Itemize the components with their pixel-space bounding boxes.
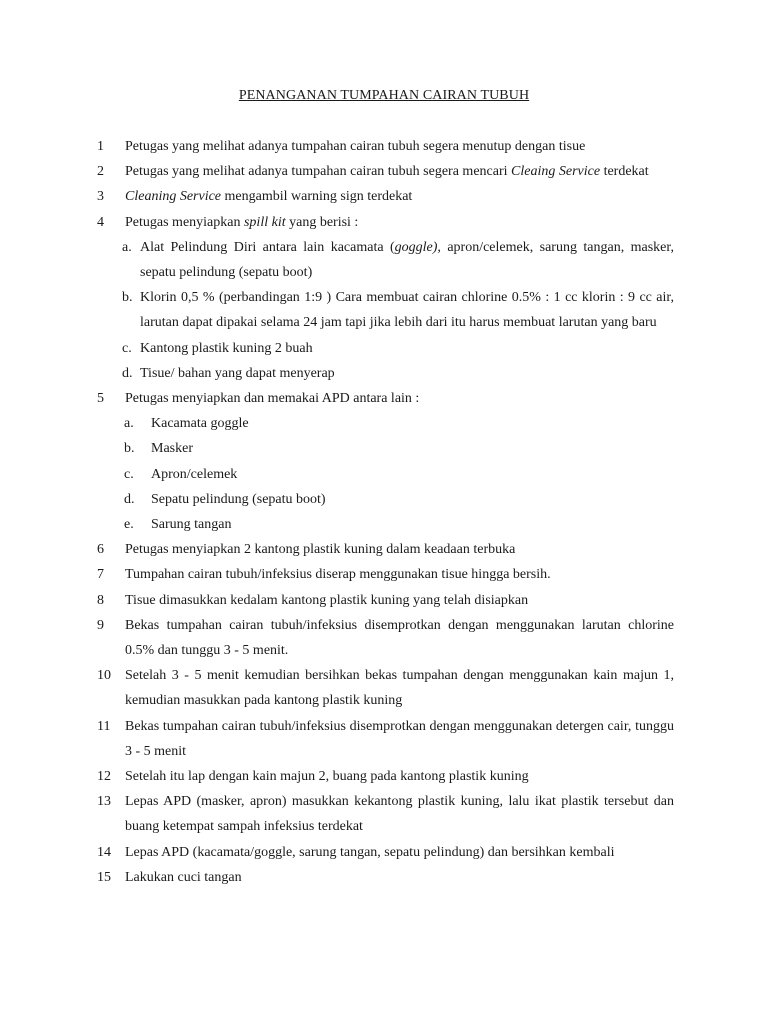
procedure-list [0, 134, 768, 890]
sublist-text: Tisue/ bahan yang dapat menyerap [140, 365, 335, 381]
item-text: Petugas yang melihat adanya tumpahan cairan tubuh segera menutup dengan tisue [125, 139, 586, 154]
sublist-letter: c. [124, 466, 134, 482]
item-number: 10 [97, 668, 111, 684]
sublist-letter: a. [122, 239, 132, 255]
item-number: 15 [97, 869, 111, 885]
item-text: Petugas menyiapkan 2 kantong plastik kuning dalam keadaan terbuka [125, 542, 516, 558]
item-number: 12 [97, 769, 111, 785]
item-number: 13 [97, 794, 111, 810]
list-item [0, 134, 768, 159]
sublist-text: Alat Pelindung Diri antara lain kacamata (goggle), apron/celemek, sarung tangan, masker, sepatu pelindung (sepatu boot) [140, 239, 674, 281]
sublist-text: Apron/celemek [151, 466, 238, 482]
list-item [0, 210, 768, 235]
item-number: 11 [97, 718, 111, 734]
item-text: Cleaning Service mengambil warning sign terdekat [125, 189, 413, 205]
item-text: Bekas tumpahan cairan tubuh/infeksius disemprotkan dengan menggunakan larutan chlorine 0.5% dan tunggu 3 - 5 menit. [125, 617, 674, 659]
item-number: 2 [97, 164, 104, 180]
list-item [0, 537, 768, 562]
list-item [0, 588, 768, 613]
item-number: 7 [97, 567, 104, 583]
sublist-item [0, 487, 768, 512]
item-text: Tumpahan cairan tubuh/infeksius diserap menggunakan tisue hingga bersih. [125, 567, 551, 583]
sublist-item [0, 462, 768, 487]
sublist-text: Masker [151, 441, 193, 457]
item-text: Lakukan cuci tangan [125, 869, 242, 885]
sublist-item [0, 336, 768, 361]
list-item [0, 789, 768, 839]
sublist-item [0, 512, 768, 537]
item-text: Tisue dimasukkan kedalam kantong plastik kuning yang telah disiapkan [125, 592, 529, 608]
list-item [0, 184, 768, 209]
sublist-letter: d. [122, 365, 133, 381]
item-text: Bekas tumpahan cairan tubuh/infeksius disemprotkan dengan menggunakan detergen cair, tunggu 3 - 5 menit [125, 718, 674, 759]
item-number: 1 [97, 139, 104, 154]
item-number: 8 [97, 592, 104, 608]
item-number: 9 [97, 617, 104, 633]
item-text: Lepas APD (masker, apron) masukkan kekantong plastik kuning, lalu ikat plastik tersebut dan buang ketempat sampah infeksius terdekat [125, 794, 674, 835]
list-item [0, 764, 768, 789]
item-text: Petugas menyiapkan spill kit yang berisi : [125, 214, 359, 230]
item-text: Petugas yang melihat adanya tumpahan cairan tubuh segera mencari Cleaing Service terdekat [125, 164, 649, 180]
list-item [0, 840, 768, 865]
item-number: 6 [97, 542, 104, 558]
sublist-text: Kantong plastik kuning 2 buah [140, 340, 313, 356]
sublist-letter: b. [122, 290, 133, 306]
item-text: Setelah itu lap dengan kain majun 2, buang pada kantong plastik kuning [125, 769, 529, 785]
list-item [0, 865, 768, 890]
item-number: 4 [97, 214, 104, 230]
sublist-item [0, 235, 768, 285]
sublist-letter: b. [124, 441, 135, 457]
item-text: Lepas APD (kacamata/goggle, sarung tangan, sepatu pelindung) dan bersihkan kembali [125, 844, 615, 860]
sublist-item [0, 285, 768, 335]
item-number: 5 [97, 391, 104, 407]
list-item [0, 386, 768, 411]
sublist-letter: a. [124, 416, 134, 432]
sublist-letter: c. [122, 340, 132, 356]
sublist-text: Klorin 0,5 % (perbandingan 1:9 ) Cara membuat cairan chlorine 0.5% : 1 cc klorin : 9 cc air, larutan dapat dipakai selama 24 jam tapi jika lebih dari itu harus membuat larutan yang baru [140, 290, 674, 331]
sublist-letter: e. [124, 517, 134, 533]
sublist-item [0, 436, 768, 461]
sublist-text: Sarung tangan [151, 517, 232, 533]
list-item [0, 159, 768, 184]
document-title: PENANGANAN TUMPAHAN CAIRAN TUBUH [238, 88, 530, 103]
sublist-item [0, 361, 768, 386]
list-item [0, 663, 768, 713]
sublist-letter: d. [124, 491, 135, 507]
list-item [0, 714, 768, 764]
item-number: 3 [97, 189, 104, 205]
sublist-item [0, 411, 768, 436]
item-number: 14 [97, 844, 111, 860]
sublist-text: Kacamata goggle [151, 416, 249, 432]
list-item [0, 562, 768, 587]
item-text: Petugas menyiapkan dan memakai APD antara lain : [125, 391, 420, 407]
item-text: Setelah 3 - 5 menit kemudian bersihkan bekas tumpahan dengan menggunakan kain majun 1, kemudian masukkan pada kantong plastik kuning [125, 668, 674, 709]
list-item [0, 613, 768, 663]
sublist-text: Sepatu pelindung (sepatu boot) [151, 491, 326, 507]
